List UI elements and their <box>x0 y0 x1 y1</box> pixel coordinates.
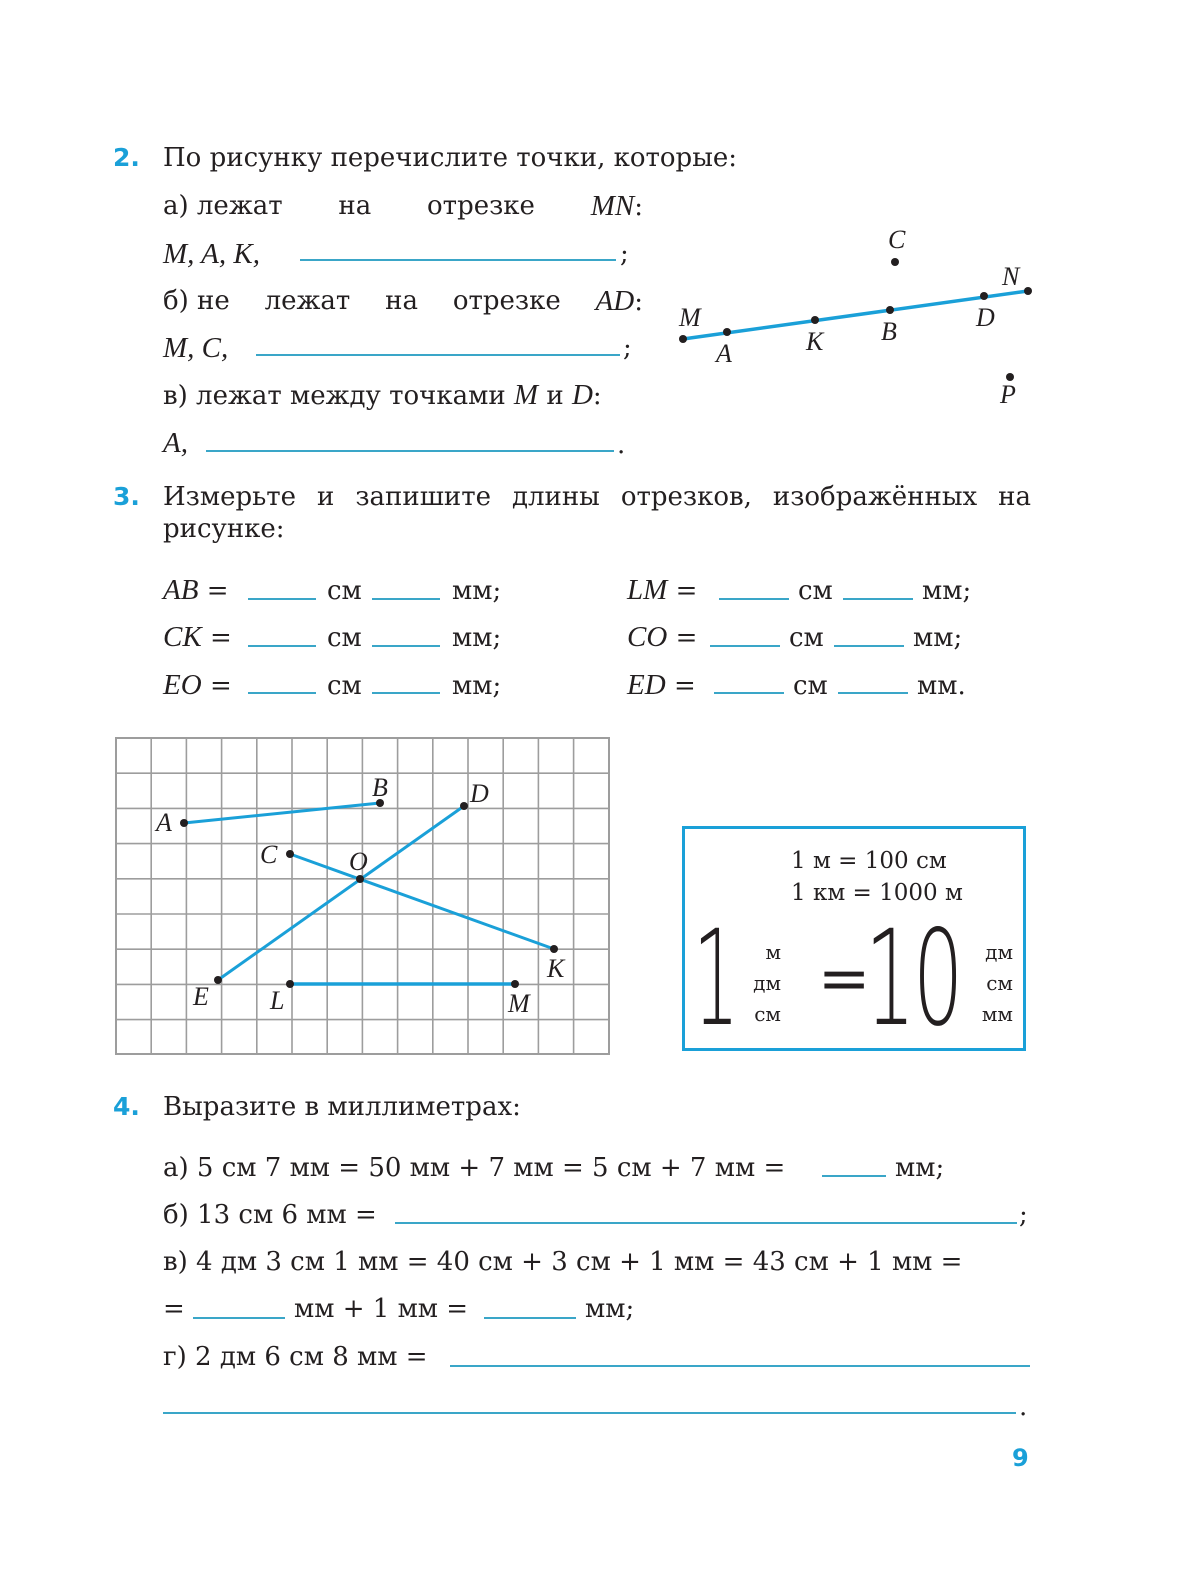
task-4a-text: а) 5 см 7 мм = 50 мм + 7 мм = 5 см + 7 мм = <box>163 1153 786 1183</box>
grid-label-k: K <box>547 954 565 983</box>
point-label-c: C <box>888 225 906 254</box>
point-label-d: D <box>976 303 995 332</box>
ed-mm-blank[interactable] <box>838 692 908 694</box>
point-label-a: A <box>716 339 732 368</box>
grid-label-o: O <box>349 847 368 876</box>
units-reference-box <box>682 826 1026 1056</box>
grid-segments-figure <box>114 736 612 1058</box>
big-ten: 10 <box>865 902 961 1056</box>
grid-label-l: L <box>270 986 285 1015</box>
task-2-number: 2. <box>113 143 140 172</box>
task-3-number: 3. <box>113 482 140 511</box>
ab-mm-blank[interactable] <box>372 598 440 600</box>
big-one: 1 <box>693 902 740 1056</box>
task-2c-given: A, <box>163 427 188 459</box>
ab-cm-blank[interactable] <box>248 598 316 600</box>
left-units: м дм см <box>753 940 781 1026</box>
task-3-prompt-line1: Измерьте и запишите длины отрезков, изображённых на <box>163 482 1031 512</box>
segment-mn-figure <box>0 0 1200 420</box>
eo-mm-blank[interactable] <box>372 692 440 694</box>
point-label-m: M <box>679 303 701 332</box>
grid-label-e: E <box>193 982 209 1011</box>
page-number: 9 <box>1012 1444 1029 1472</box>
task-4c-line1: в) 4 дм 3 см 1 мм = 40 см + 3 см + 1 мм = 43 см + 1 мм = <box>163 1247 963 1277</box>
grid-label-d: D <box>470 779 489 808</box>
task-4-prompt: Выразите в миллиметрах: <box>163 1092 521 1122</box>
segment-ab <box>184 803 380 823</box>
point-label-p: P <box>1000 380 1016 409</box>
right-units: дм см мм <box>981 940 1013 1026</box>
big-equals: = <box>817 944 871 1014</box>
lm-cm-blank[interactable] <box>719 598 789 600</box>
task-2c-answer-blank[interactable] <box>206 450 614 452</box>
ed-cm-blank[interactable] <box>714 692 784 694</box>
task-2b-given: M, C, <box>163 332 229 364</box>
co-mm-blank[interactable] <box>834 645 904 647</box>
ck-cm-blank[interactable] <box>248 645 316 647</box>
task-4b-text: б) 13 см 6 мм = <box>163 1200 377 1230</box>
task-2b-line: б) не лежат на отрезке AD: <box>163 285 643 317</box>
grid-label-b: B <box>372 773 388 802</box>
lm-mm-blank[interactable] <box>843 598 913 600</box>
grid-label-m: M <box>508 989 530 1018</box>
task-2a-line: а) лежат на отрезке MN: <box>163 190 643 222</box>
task-2c-line: в) лежат между точками M и D: <box>163 379 602 411</box>
grid-label-a: A <box>156 808 172 837</box>
task-2a-given: M, A, K, <box>163 238 260 270</box>
eo-cm-blank[interactable] <box>248 692 316 694</box>
task-4-number: 4. <box>113 1092 140 1121</box>
task-4d-answer-blank-1[interactable] <box>450 1365 1030 1367</box>
task-4c-blank-1[interactable] <box>193 1317 285 1319</box>
point-label-n: N <box>1002 262 1020 291</box>
task-4b-answer-blank[interactable] <box>395 1222 1017 1224</box>
point-label-k: K <box>806 327 824 356</box>
task-3-prompt-line2: рисунке: <box>163 514 285 544</box>
task-4c-blank-2[interactable] <box>484 1317 576 1319</box>
ck-mm-blank[interactable] <box>372 645 440 647</box>
grid-label-c: C <box>260 840 278 869</box>
task-4d-answer-blank-2[interactable] <box>163 1412 1016 1414</box>
co-cm-blank[interactable] <box>710 645 780 647</box>
segment-ed <box>218 806 464 980</box>
task-2-prompt: По рисунку перечислите точки, которые: <box>163 143 738 173</box>
reference-line-1: 1 м = 100 см <box>791 848 947 874</box>
task-4d-text: г) 2 дм 6 см 8 мм = <box>163 1342 428 1372</box>
reference-line-2: 1 км = 1000 м <box>791 880 963 906</box>
task-4a-answer-blank[interactable] <box>822 1175 886 1177</box>
point-label-b: B <box>881 317 897 346</box>
